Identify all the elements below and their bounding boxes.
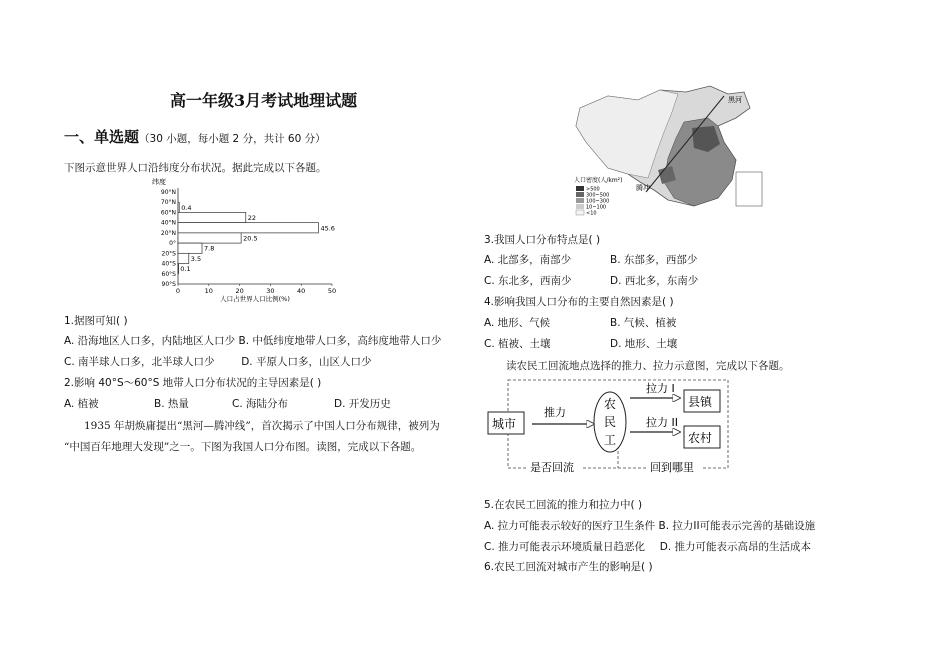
question-6-stem: 6.农民工回流对城市产生的影响是( ) [484,561,653,573]
chart-y-tick-label: 40°N [160,219,176,227]
city-label: 城市 [492,417,517,431]
q1-option-d[interactable]: D. 平原人口多，山区人口少 [241,356,372,368]
intro-text-3: 读农民工回流地点选择的推力、拉力示意图，完成以下各题。 [506,360,790,372]
worker-char-3: 工 [604,433,617,447]
legend-item-2: 300~500 [586,192,610,199]
q4-option-b[interactable]: B. 气候、植被 [610,317,677,329]
return-question-label: 是否回流 [530,461,574,474]
intro-text-2-line2: “中国百年地理大发现”之一。下图为我国人口分布图。读图，完成以下各题。 [64,441,422,453]
chart-y-tick-label: 20°N [160,229,176,237]
chart-bar-value-label: 20.5 [243,234,258,243]
q5-option-b[interactable]: B. 拉力II可能表示完善的基础设施 [658,520,816,532]
chart-bar-value-label: 0.4 [181,203,192,212]
question-5-options-1 [484,518,815,533]
chart-bar-value-label: 3.5 [190,254,202,263]
chart-bar-value-label: 7.8 [204,244,215,253]
chart-y-tick-label: 90°S [161,281,176,288]
worker-char-1: 农 [604,397,617,411]
latitude-population-chart [150,174,350,302]
legend-swatch-4 [576,204,584,209]
pull-2-label: 拉力 II [646,416,678,429]
chart-y-axis-title: 纬度 [152,178,166,186]
chart-x-tick-label: 40 [297,287,306,295]
chart-bar [178,243,202,253]
chart-y-tick-label: 0° [169,240,176,248]
question-4-stem: 4.影响我国人口分布的主要自然因素是( ) [484,296,674,308]
intro-text-2-line1: 1935 年胡焕庸提出“黑河—腾冲线”，首次揭示了中国人口分布规律，被列为 [84,420,440,432]
legend-swatch-1 [576,186,584,191]
legend-swatch-3 [576,198,584,203]
q5-option-c[interactable]: C. 推力可能表示环境质量日趋恶化 [484,541,646,553]
chart-x-tick-label: 20 [235,287,244,295]
q2-option-a[interactable]: A. 植被 [64,398,99,410]
chart-y-tick-label: 60°S [161,270,176,278]
q3-option-d[interactable]: D. 西北多，东南少 [610,275,699,287]
q1-option-c[interactable]: C. 南半球人口多，北半球人口少 [64,356,215,368]
question-3-stem: 3.我国人口分布特点是( ) [484,234,601,246]
intro-text-1: 下图示意世界人口沿纬度分布状况。据此完成以下各题。 [64,162,327,174]
question-1-stem: 1.据图可知( ) [64,315,128,327]
q4-option-a[interactable]: A. 地形、气候 [484,317,551,329]
chart-bar [178,223,318,233]
chart-x-tick-label: 30 [266,287,275,295]
chart-y-tick-label: 20°S [161,250,176,258]
question-5-options-2 [484,539,811,554]
q5-option-a[interactable]: A. 拉力可能表示较好的医疗卫生条件 [484,520,656,532]
legend-item-4: 10~100 [586,204,607,211]
where-label: 回到哪里 [650,461,694,474]
county-label: 县镇 [688,395,713,409]
q2-option-b[interactable]: B. 热量 [154,398,189,410]
chart-bar [178,233,241,243]
chart-bar-value-label: 45.6 [320,224,335,233]
question-5-stem: 5.在农民工回流的推力和拉力中( ) [484,499,643,511]
q5-option-d[interactable]: D. 推力可能表示高昂的生活成本 [659,541,811,553]
legend-title: 人口密度(人/km²) [574,177,623,184]
q1-option-a[interactable]: A. 沿海地区人口多，内陆地区人口少 [64,335,236,347]
legend-item-5: <10 [586,210,597,217]
chart-y-tick-label: 70°N [160,199,176,207]
push-label: 推力 [544,406,566,419]
q4-option-d[interactable]: D. 地形、土壤 [610,338,678,350]
chart-bar [178,253,189,263]
tengchong-label: 腾冲 [636,184,650,192]
q1-option-b[interactable]: B. 中低纬度地带人口多，高纬度地带人口少 [238,335,442,347]
q2-option-c[interactable]: C. 海陆分布 [232,398,289,410]
chart-bar [178,264,179,274]
chart-x-axis-title: 人口占世界人口比例(%) [220,295,290,302]
chart-x-tick-label: 0 [175,287,181,295]
pull-1-label: 拉力 I [646,382,675,395]
chart-bar [178,212,246,222]
q3-option-b[interactable]: B. 东部多，西部少 [610,254,698,266]
section-note: （30 小题，每小题 2 分，共计 60 分） [139,133,326,145]
legend-swatch-2 [576,192,584,197]
chart-x-tick-label: 10 [204,287,213,295]
question-2-stem: 2.影响 40°S～60°S 地带人口分布状况的主导因素是( ) [64,377,322,389]
chart-y-tick-label: 40°S [161,260,176,268]
legend-swatch-5 [576,210,584,215]
question-1-options [64,333,441,348]
south-china-sea-inset [736,172,762,206]
chart-bar [178,202,179,212]
village-label: 农村 [688,431,713,445]
q4-option-c[interactable]: C. 植被、土壤 [484,338,551,350]
chart-y-tick-label: 90°N [160,189,176,196]
chart-bar-value-label: 0.1 [180,265,191,274]
worker-char-2: 民 [604,415,617,429]
chart-bar-value-label: 22 [247,214,257,223]
section-title: 一、单选题 [64,128,140,146]
q2-option-d[interactable]: D. 开发历史 [334,398,391,410]
china-population-map [568,82,778,222]
q3-option-a[interactable]: A. 北部多，南部少 [484,254,572,266]
section-heading [64,126,326,147]
question-1-options-2 [64,354,371,369]
q3-option-c[interactable]: C. 东北多，西南少 [484,275,572,287]
legend-item-3: 100~300 [586,198,610,205]
chart-x-tick-label: 50 [327,287,337,295]
push-pull-diagram [486,376,736,478]
chart-y-tick-label: 60°N [160,209,176,217]
heihe-label: 黑河 [728,96,742,104]
page-title: 高一年级3月考试地理试题 [170,91,358,110]
legend-item-1: >500 [586,186,600,193]
